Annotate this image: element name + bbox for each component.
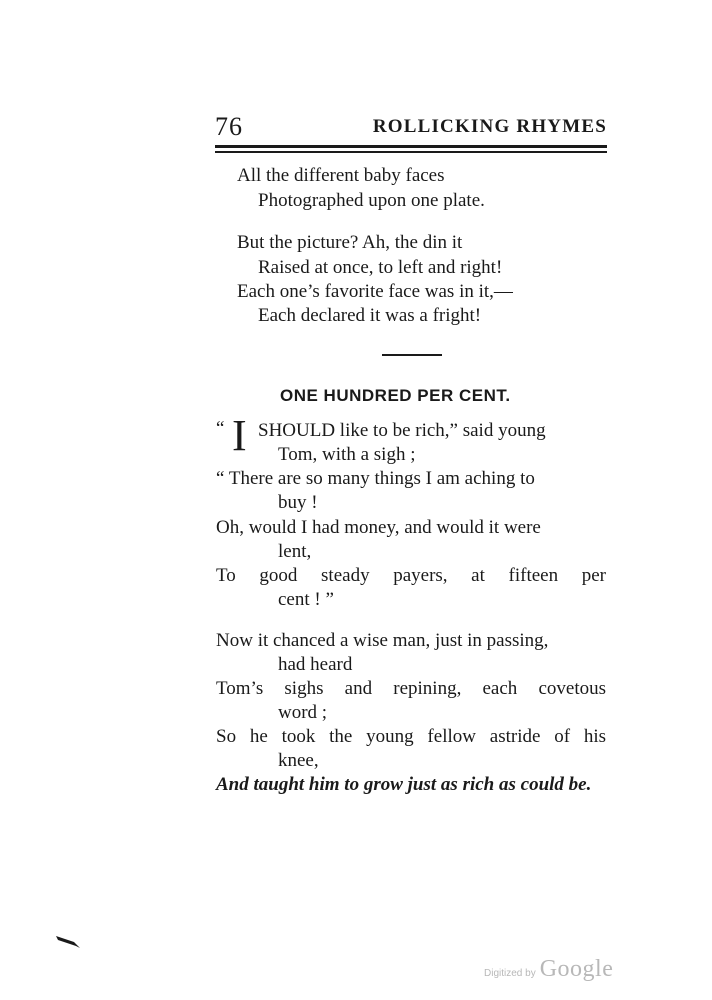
section-divider [382,354,442,356]
stanza1-line: “ There are so many things I am aching to [216,468,535,489]
digitized-watermark [484,956,613,983]
poem-line: Each one’s favorite face was in it,— [237,281,513,302]
stanza1-line: lent, [278,541,312,562]
page-header [215,112,607,140]
poem-line: Each declared it was a fright! [258,305,482,326]
stanza1-line: Tom, with a sigh ; [278,444,416,465]
stanza2-line: had heard [278,654,353,675]
stanza2-line: So he took the young fellow astride of his [216,726,606,747]
watermark-brand: Google [539,956,614,982]
stanza2-line-italic: And taught him to grow just as rich as could be. [216,774,592,795]
stanza1-line: SHOULD like to be rich,” said young [258,420,546,441]
header-rule-thick [215,145,607,148]
stanza1-line: buy ! [278,492,318,513]
stanza2-line: knee, [278,750,319,771]
poem-line: Photographed upon one plate. [258,190,485,211]
header-rule-thin [215,151,607,153]
stanza1-line: To good steady payers, at fifteen per [216,565,606,586]
stanza2-line: Tom’s sighs and repining, each covetous [216,678,606,699]
stanza1-line: Oh, would I had money, and would it were [216,517,541,538]
drop-cap: I [232,411,247,460]
stanza1-line: cent ! ” [278,589,334,610]
poem-line: But the picture? Ah, the din it [237,232,463,253]
running-head: ROLLICKING RHYMES [372,116,607,137]
stanza2-line: word ; [278,702,328,723]
page-number: 76 [215,112,243,141]
stanza2-line: Now it chanced a wise man, just in passing, [216,630,549,651]
poem-line: All the different baby faces [237,165,445,186]
poem-title: ONE HUNDRED PER CENT. [280,386,511,405]
opening-quote: “ [216,418,225,439]
scan-mark-icon [56,934,84,952]
poem-line: Raised at once, to left and right! [258,257,503,278]
watermark-prefix: Digitized by [484,968,536,979]
